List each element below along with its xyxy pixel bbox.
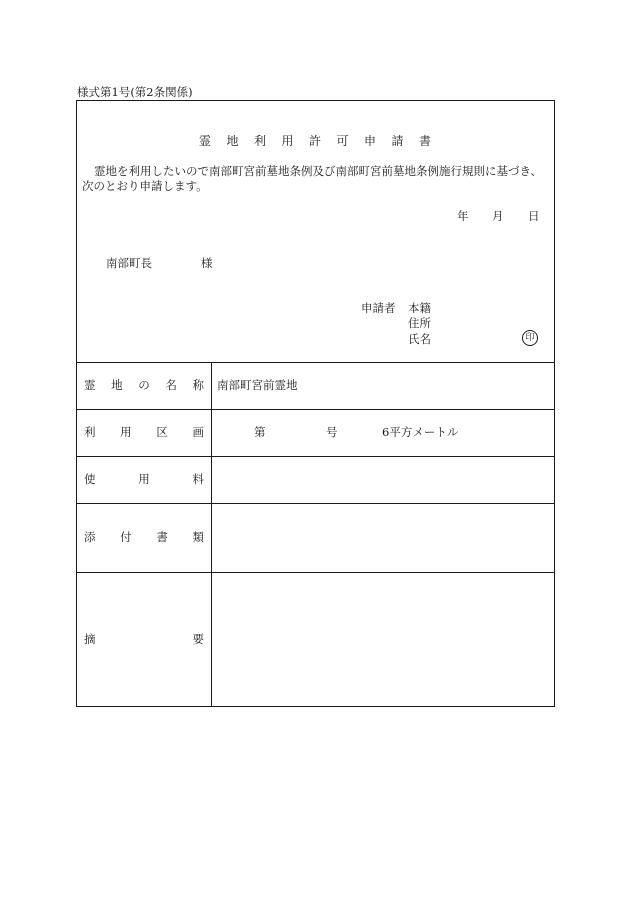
label-char: 類 — [192, 530, 204, 544]
row-label-attachments — [84, 532, 204, 544]
row-label-usage-fee — [84, 474, 204, 486]
label-char: 使 — [84, 472, 96, 486]
label-char: 名 — [165, 378, 177, 392]
label-char: 地 — [111, 378, 123, 392]
form-number: 様式第1号(第2条関係) — [77, 85, 193, 99]
application-statement — [82, 164, 552, 194]
title-char: 霊 — [198, 134, 211, 148]
label-char: 利 — [84, 425, 96, 439]
addressee-honorific: 様 — [201, 256, 213, 270]
plot-dai: 第 — [254, 425, 266, 439]
applicant-honseki: 本籍 — [408, 301, 431, 315]
label-char: の — [138, 378, 150, 392]
row-divider — [76, 572, 555, 573]
label-char: 付 — [120, 530, 132, 544]
column-divider — [211, 362, 212, 707]
label-char: 称 — [192, 378, 204, 392]
title-char: 申 — [364, 134, 377, 148]
statement-line-1: 霊地を利用したいので南部町宮前墓地条例及び南部町宮前墓地条例施行規則に基づき、 — [94, 164, 543, 178]
label-char: 料 — [192, 472, 204, 486]
title-char: 許 — [308, 134, 321, 148]
cemetery-name-value: 南部町宮前霊地 — [217, 378, 298, 392]
label-char: 摘 — [84, 632, 96, 646]
label-char: 用 — [138, 472, 150, 486]
date-month: 月 — [492, 209, 504, 223]
applicant-label: 申請者 — [361, 301, 396, 315]
label-char: 画 — [192, 425, 204, 439]
date-day: 日 — [528, 209, 540, 223]
table-top-border — [76, 362, 555, 363]
title-char: 請 — [391, 134, 404, 148]
row-label-plot — [84, 427, 204, 439]
title-char: 書 — [419, 134, 432, 148]
applicant-address: 住所 — [408, 316, 431, 330]
statement-line-2: 次のとおり申請します。 — [82, 179, 208, 193]
row-divider — [76, 503, 555, 504]
label-char: 添 — [84, 530, 96, 544]
label-char: 書 — [156, 530, 168, 544]
applicant-name: 氏名 — [408, 332, 431, 346]
label-char: 区 — [156, 425, 168, 439]
title-char: 地 — [226, 134, 239, 148]
plot-size: 6平方メートル — [382, 425, 459, 439]
title-char: 可 — [336, 134, 349, 148]
addressee-name: 南部町長 — [106, 256, 152, 270]
label-char: 要 — [192, 632, 204, 646]
label-char: 霊 — [84, 378, 96, 392]
plot-go: 号 — [326, 425, 338, 439]
date-year: 年 — [457, 209, 469, 223]
row-label-remarks — [84, 634, 204, 646]
document-title — [0, 132, 630, 149]
title-char: 利 — [253, 134, 266, 148]
row-label-cemetery-name — [84, 380, 204, 392]
seal-mark: 印 — [522, 330, 538, 346]
title-char: 用 — [281, 134, 294, 148]
row-divider — [76, 456, 555, 457]
row-divider — [76, 409, 555, 410]
label-char: 用 — [120, 425, 132, 439]
